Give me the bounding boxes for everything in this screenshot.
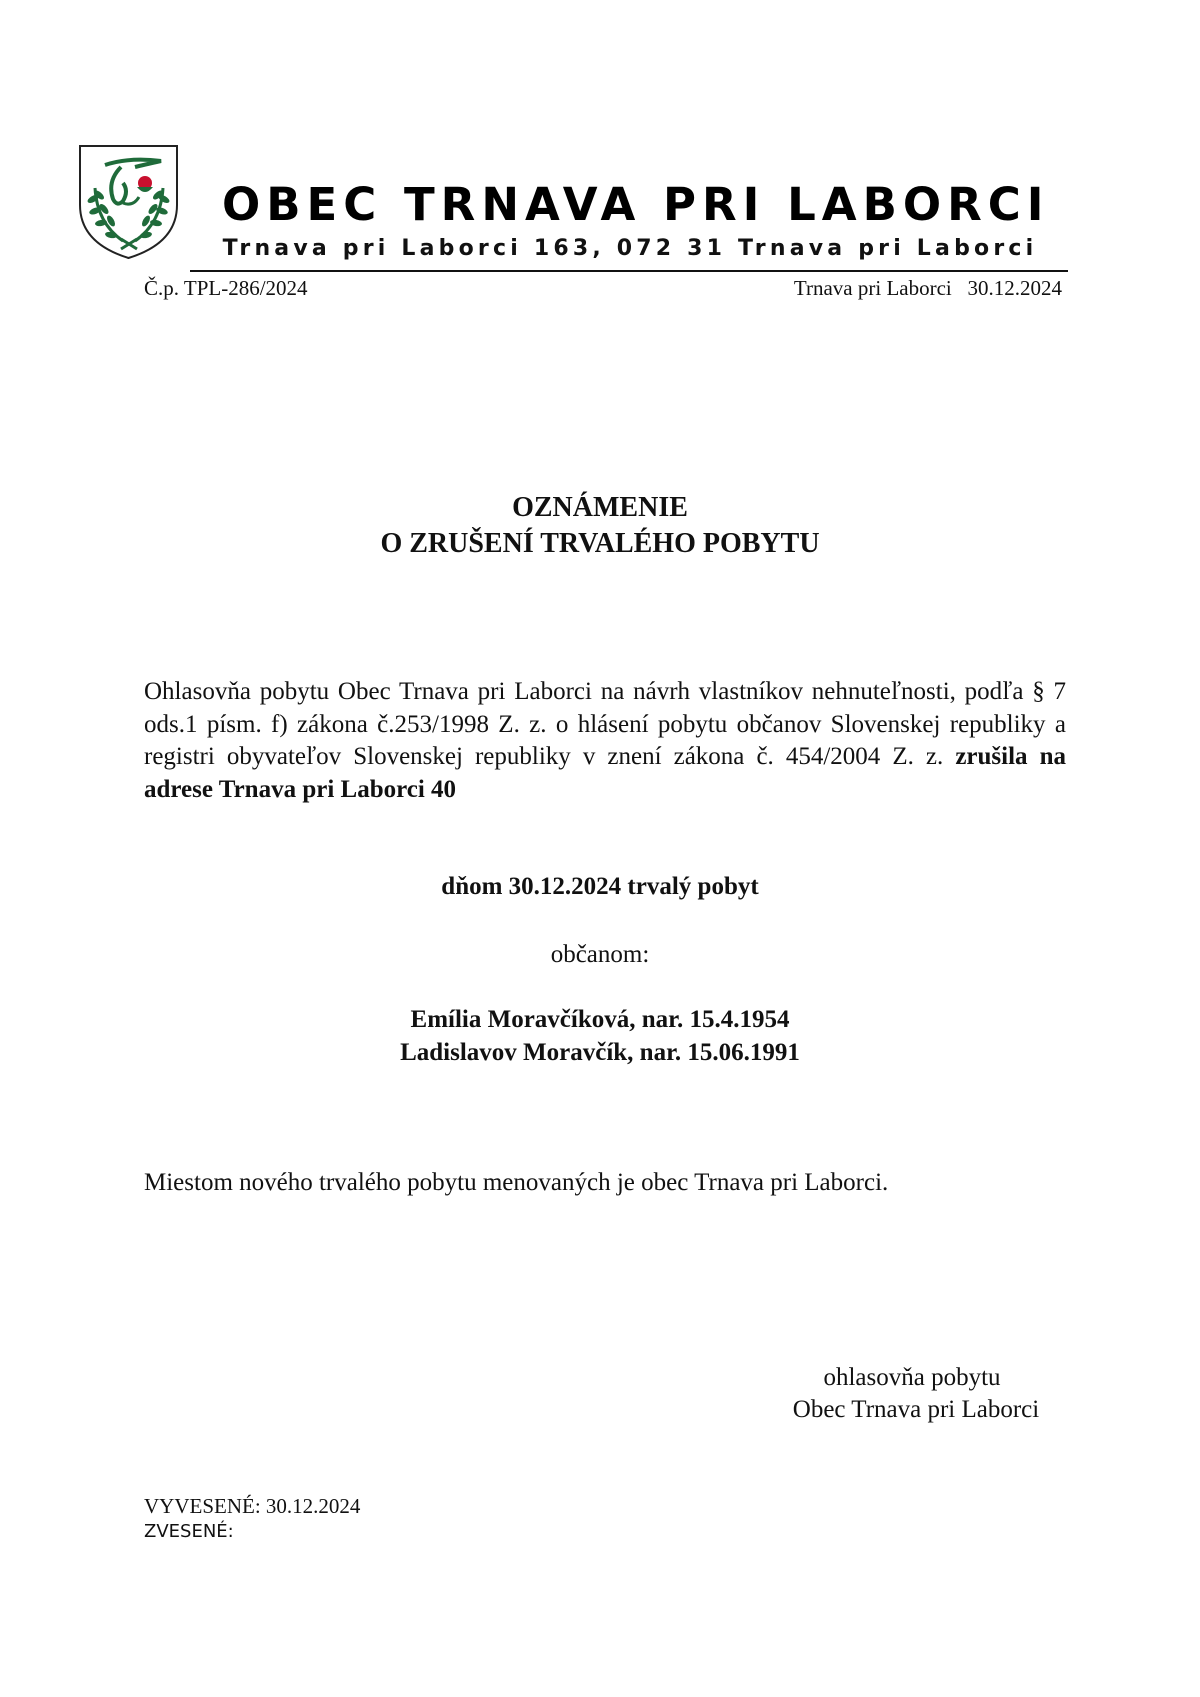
signature-office: ohlasovňa pobytu	[823, 1364, 1001, 1391]
citizen-entry: Ladislavov Moravčík, nar. 15.06.1991	[400, 1039, 800, 1066]
header-divider	[190, 270, 1068, 272]
organization-address: Trnava pri Laborci 163, 072 31 Trnava pri Laborci	[222, 236, 1038, 261]
place-and-date: Trnava pri Laborci 30.12.2024	[793, 276, 1062, 300]
closing-sentence: Miestom nového trvalého pobytu menovaných je obec Trnava pri Laborci.	[144, 1169, 889, 1196]
citizen-entry: Emília Moravčíková, nar. 15.4.1954	[410, 1006, 790, 1033]
posted-date: VYVESENÉ: 30.12.2024	[144, 1494, 361, 1518]
document-title: OZNÁMENIE	[512, 492, 688, 523]
document-subtitle: O ZRUŠENÍ TRVALÉHO POBYTU	[380, 528, 820, 559]
signature-municipality: Obec Trnava pri Laborci	[792, 1396, 1040, 1423]
removed-date: ZVESENÉ:	[144, 1521, 234, 1542]
body-paragraph	[144, 676, 1066, 806]
effective-date-line: dňom 30.12.2024 trvalý pobyt	[441, 873, 759, 900]
body-paragraph-address: zrušila na adrese Trnava pri Laborci 40	[144, 743, 1066, 803]
organization-name: OBEC TRNAVA PRI LABORCI	[222, 178, 1050, 231]
citizens-label: občanom:	[550, 941, 650, 968]
reference-number: Č.p. TPL-286/2024	[144, 276, 308, 300]
coat-of-arms-icon	[77, 143, 180, 261]
body-paragraph-text: Ohlasovňa pobytu Obec Trnava pri Laborci na návrh vlastníkov nehnuteľnosti, podľa § 7 ods.1 písm. f) zákona č.253/1998 Z. z. o hlásení pobytu občanov Slovenskej republiky a registri obyvateľov Slovenskej republiky v znení zákona č. 454/2004 Z. z.	[144, 678, 1066, 770]
